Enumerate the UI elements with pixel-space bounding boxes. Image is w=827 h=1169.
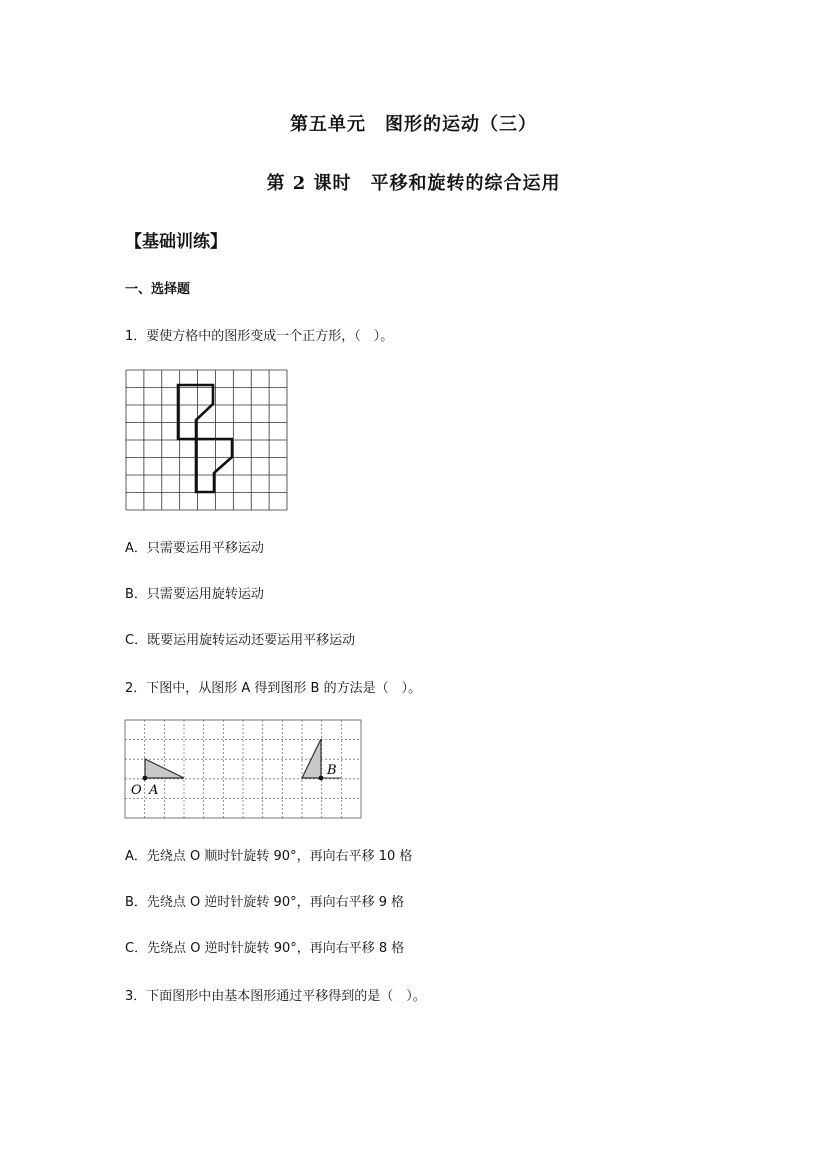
section-heading: 【基础训练】 <box>125 232 227 252</box>
q1-option-a[interactable]: A．只需要运用平移运动 <box>125 541 264 556</box>
unit-title: 第五单元 图形的运动（三） <box>290 114 537 135</box>
label-o: O <box>131 783 142 798</box>
part-heading: 一、选择题 <box>125 282 191 297</box>
label-b: B <box>327 763 337 778</box>
question-3: 3．下面图形中由基本图形通过平移得到的是（ ）。 <box>125 989 426 1004</box>
q2-option-a[interactable]: A．先绕点 O 顺时针旋转 90°，再向右平移 10 格 <box>125 849 413 864</box>
q1-option-c[interactable]: C．既要运用旋转运动还要运用平移运动 <box>125 633 356 648</box>
lesson-title: 第 2 课时 平移和旋转的综合运用 <box>266 173 561 194</box>
question-2: 2．下图中，从图形 A 得到图形 B 的方法是（ ）。 <box>125 681 422 696</box>
q2-option-c[interactable]: C．先绕点 O 逆时针旋转 90°，再向右平移 8 格 <box>125 941 405 956</box>
question-1: 1．要使方格中的图形变成一个正方形，（ ）。 <box>125 329 394 344</box>
q2-grid-figure <box>124 719 362 819</box>
q1-option-b[interactable]: B．只需要运用旋转运动 <box>125 587 264 602</box>
label-a: A <box>149 783 159 798</box>
q2-option-b[interactable]: B．先绕点 O 逆时针旋转 90°，再向右平移 9 格 <box>125 895 405 910</box>
q1-grid-figure <box>125 369 288 511</box>
